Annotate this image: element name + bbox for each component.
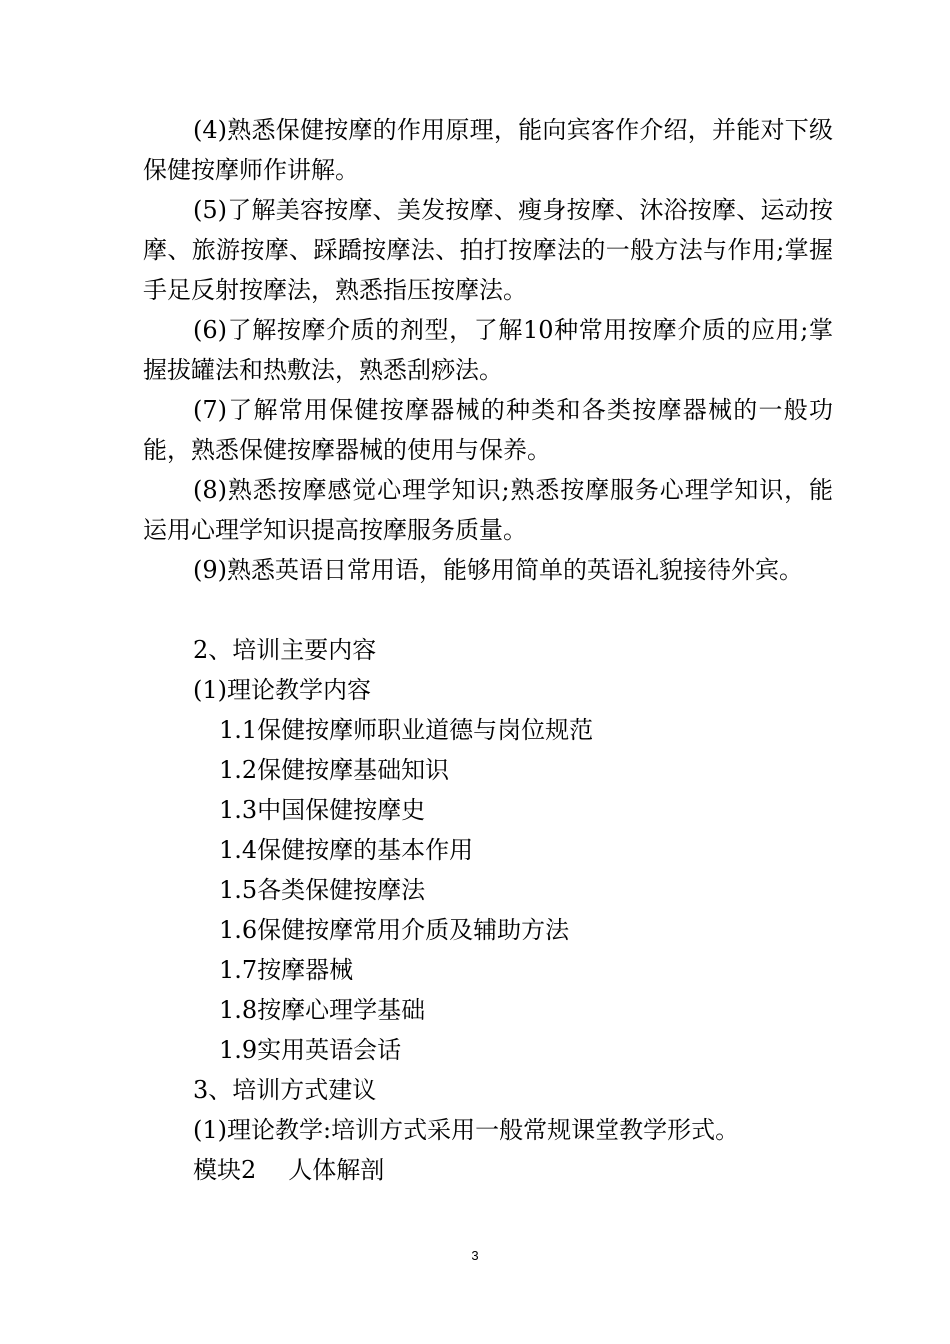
page-number: 3 bbox=[471, 1248, 479, 1263]
list-item: 1.5各类保健按摩法 bbox=[219, 876, 426, 904]
list-item: 1.2保健按摩基础知识 bbox=[219, 756, 450, 784]
paragraph-5: (5)了解美容按摩、美发按摩、瘦身按摩、沐浴按摩、运动按摩、旅游按摩、踩蹻按摩法、拍打按摩法的一般方法与作用;掌握手足反射按摩法，熟悉指压按摩法。 bbox=[143, 196, 833, 304]
paragraph-8: (8)熟悉按摩感觉心理学知识;熟悉按摩服务心理学知识，能运用心理学知识提高按摩服务质量。 bbox=[143, 476, 833, 544]
list-item: 1.7按摩器械 bbox=[219, 956, 354, 984]
paragraph-4: (4)熟悉保健按摩的作用原理，能向宾客作介绍，并能对下级保健按摩师作讲解。 bbox=[143, 116, 833, 184]
module-title: 人体解剖 bbox=[288, 1156, 385, 1184]
module-heading bbox=[193, 1150, 384, 1190]
training-method-line: (1)理论教学:培训方式采用一般常规课堂教学形式。 bbox=[193, 1116, 740, 1144]
paragraph-7: (7)了解常用保健按摩器械的种类和各类按摩器械的一般功能，熟悉保健按摩器械的使用与保养。 bbox=[143, 396, 833, 464]
paragraph-9: (9)熟悉英语日常用语，能够用简单的英语礼貌接待外宾。 bbox=[193, 556, 803, 584]
module-label: 模块2 bbox=[193, 1156, 257, 1184]
paragraph-6: (6)了解按摩介质的剂型，了解10种常用按摩介质的应用;掌握拔罐法和热敷法，熟悉刮痧法。 bbox=[143, 316, 833, 384]
list-item: 1.8按摩心理学基础 bbox=[219, 996, 426, 1024]
section-heading-training-method: 3、培训方式建议 bbox=[193, 1076, 377, 1104]
list-item: 1.4保健按摩的基本作用 bbox=[219, 836, 474, 864]
list-item: 1.6保健按摩常用介质及辅助方法 bbox=[219, 916, 570, 944]
list-item: 1.9实用英语会话 bbox=[219, 1036, 402, 1064]
list-item: 1.1保健按摩师职业道德与岗位规范 bbox=[219, 716, 594, 744]
subheading-theory-content: (1)理论教学内容 bbox=[193, 676, 371, 704]
section-heading-training-content: 2、培训主要内容 bbox=[193, 636, 377, 664]
list-item: 1.3中国保健按摩史 bbox=[219, 796, 426, 824]
